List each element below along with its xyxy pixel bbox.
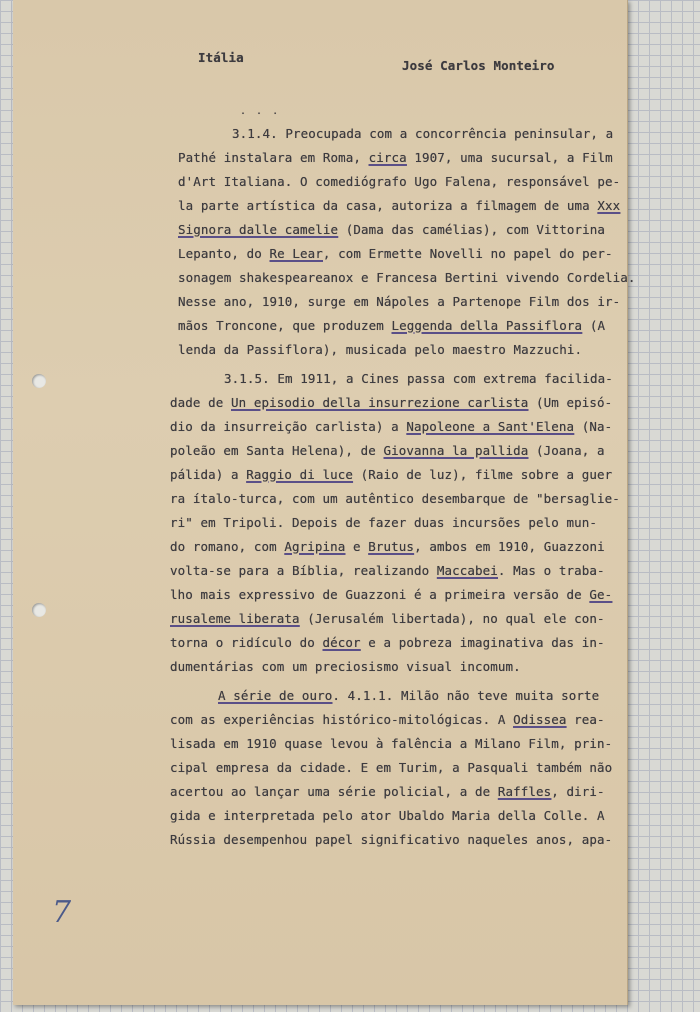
text-segment: com as experiências histórico-mitológicas. A (170, 712, 514, 727)
text-segment: ra ítalo-turca, com um autêntico desembarque de "bersaglie- (170, 491, 620, 506)
text-segment: . 4.1.1. Milão não teve muita sorte (332, 688, 600, 703)
text-line (178, 150, 613, 165)
underlined-title: Xxx (597, 198, 621, 213)
text-segment: , diri- (551, 784, 605, 799)
text-segment: dumentárias com um preciosismo visual incomum. (170, 659, 521, 674)
underlined-title: A série de ouro (218, 688, 333, 703)
text-segment: ri" em Tripoli. Depois de fazer duas incursões pelo mun- (170, 515, 598, 530)
text-line (170, 808, 605, 823)
underlined-title: Raffles (497, 784, 552, 799)
text-segment: rea- (566, 712, 605, 727)
underlined-title: Leggenda della Passiflora (391, 318, 583, 333)
text-segment: mãos Troncone, que produzem (178, 318, 392, 333)
header-author: José Carlos Monteiro (402, 58, 555, 73)
text-line (224, 371, 613, 386)
underlined-title: Re Lear (269, 246, 323, 261)
punch-hole (32, 374, 46, 388)
text-line (178, 174, 620, 189)
text-line (218, 688, 599, 703)
text-line (170, 515, 597, 530)
header-country: Itália (198, 50, 244, 65)
text-line (170, 419, 612, 434)
text-segment: volta-se para a Bíblia, realizando (170, 563, 437, 578)
text-line (170, 659, 521, 674)
underlined-title: Giovanna la pallida (383, 443, 529, 458)
text-line (170, 443, 605, 458)
text-segment: 3.1.4. Preocupada com a concorrência peninsular, a (232, 126, 614, 141)
text-segment: la parte artística da casa, autoriza a filmagem de uma (178, 198, 598, 213)
text-line (170, 611, 605, 626)
text-line (170, 784, 605, 799)
underlined-title: Ge- (589, 587, 613, 602)
text-line (170, 712, 605, 727)
text-line (170, 736, 612, 751)
text-line (178, 342, 582, 357)
underlined-title: décor (322, 635, 361, 650)
text-line (170, 635, 605, 650)
underlined-title: Un episodio della insurrezione carlista (231, 395, 529, 410)
text-line (178, 198, 620, 213)
text-segment: (Na- (574, 419, 613, 434)
punch-hole (32, 603, 46, 617)
text-segment: 3.1.5. Em 1911, a Cines passa com extrema facilida- (224, 371, 613, 386)
text-segment: (Jerusalém libertada), no qual ele con- (299, 611, 605, 626)
text-line (170, 491, 620, 506)
text-segment: d'Art Italiana. O comediógrafo Ugo Falena, responsável pe- (178, 174, 621, 189)
underlined-title: Brutus (368, 539, 415, 554)
text-segment: (Raio de luz), filme sobre a guer (353, 467, 613, 482)
text-segment: (Um episó- (528, 395, 613, 410)
text-segment: 1907, uma sucursal, a Film (406, 150, 613, 165)
text-segment: . Mas o traba- (497, 563, 605, 578)
text-segment: gida e interpretada pelo ator Ubaldo Maria della Colle. A (170, 808, 605, 823)
text-segment: sonagem shakespeareanox e Francesa Bertini vivendo Cordelia. (178, 270, 636, 285)
text-segment: poleão em Santa Helena), de (170, 443, 384, 458)
text-line (178, 294, 620, 309)
text-segment: lenda da Passiflora), musicada pelo maestro Mazzuchi. (178, 342, 583, 357)
text-segment: dade de (170, 395, 232, 410)
underlined-title: Signora dalle camelie (178, 222, 339, 237)
text-segment: (A (582, 318, 606, 333)
text-line (170, 760, 612, 775)
text-line (178, 246, 613, 261)
text-segment: cipal empresa da cidade. E em Turim, a Pasquali também não (170, 760, 613, 775)
text-segment: pálida) a (170, 467, 247, 482)
text-segment: (Dama das camélias), com Vittorina (338, 222, 606, 237)
text-segment: do romano, com (170, 539, 285, 554)
text-line (178, 270, 636, 285)
text-segment: , com Ermette Novelli no papel do per- (322, 246, 613, 261)
text-line (178, 318, 605, 333)
text-segment: acertou ao lançar uma série policial, a de (170, 784, 498, 799)
text-line (170, 587, 612, 602)
text-line (170, 832, 612, 847)
text-segment: , ambos em 1910, Guazzoni (414, 539, 605, 554)
text-line (170, 395, 612, 410)
handwritten-page-number: 7 (52, 895, 72, 930)
text-segment: Pathé instalara em Roma, (178, 150, 369, 165)
text-segment: Nesse ano, 1910, surge em Nápoles a Partenope Film dos ir- (178, 294, 621, 309)
text-line (232, 126, 613, 141)
underlined-title: Odissea (513, 712, 567, 727)
text-segment: e (345, 539, 369, 554)
text-segment: lho mais expressivo de Guazzoni é a primeira versão de (170, 587, 590, 602)
text-segment: lisada em 1910 quase levou à falência a Milano Film, prin- (170, 736, 613, 751)
text-segment: Lepanto, do (178, 246, 270, 261)
text-segment: e a pobreza imaginativa das in- (360, 635, 605, 650)
text-segment: dio da insurreição carlista) a (170, 419, 407, 434)
text-segment: torna o ridículo do (170, 635, 323, 650)
text-line (178, 222, 605, 237)
ellipsis-mark: . . . (240, 106, 281, 117)
underlined-title: circa (368, 150, 407, 165)
text-line (170, 563, 605, 578)
text-segment: (Joana, a (528, 443, 605, 458)
underlined-title: Napoleone a Sant'Elena (406, 419, 575, 434)
underlined-title: Agripina (284, 539, 346, 554)
underlined-title: rusaleme liberata (170, 611, 300, 626)
underlined-title: Maccabei (436, 563, 498, 578)
text-line (170, 467, 612, 482)
text-segment: Rússia desempenhou papel significativo naqueles anos, apa- (170, 832, 613, 847)
underlined-title: Raggio di luce (246, 467, 354, 482)
text-line (170, 539, 605, 554)
